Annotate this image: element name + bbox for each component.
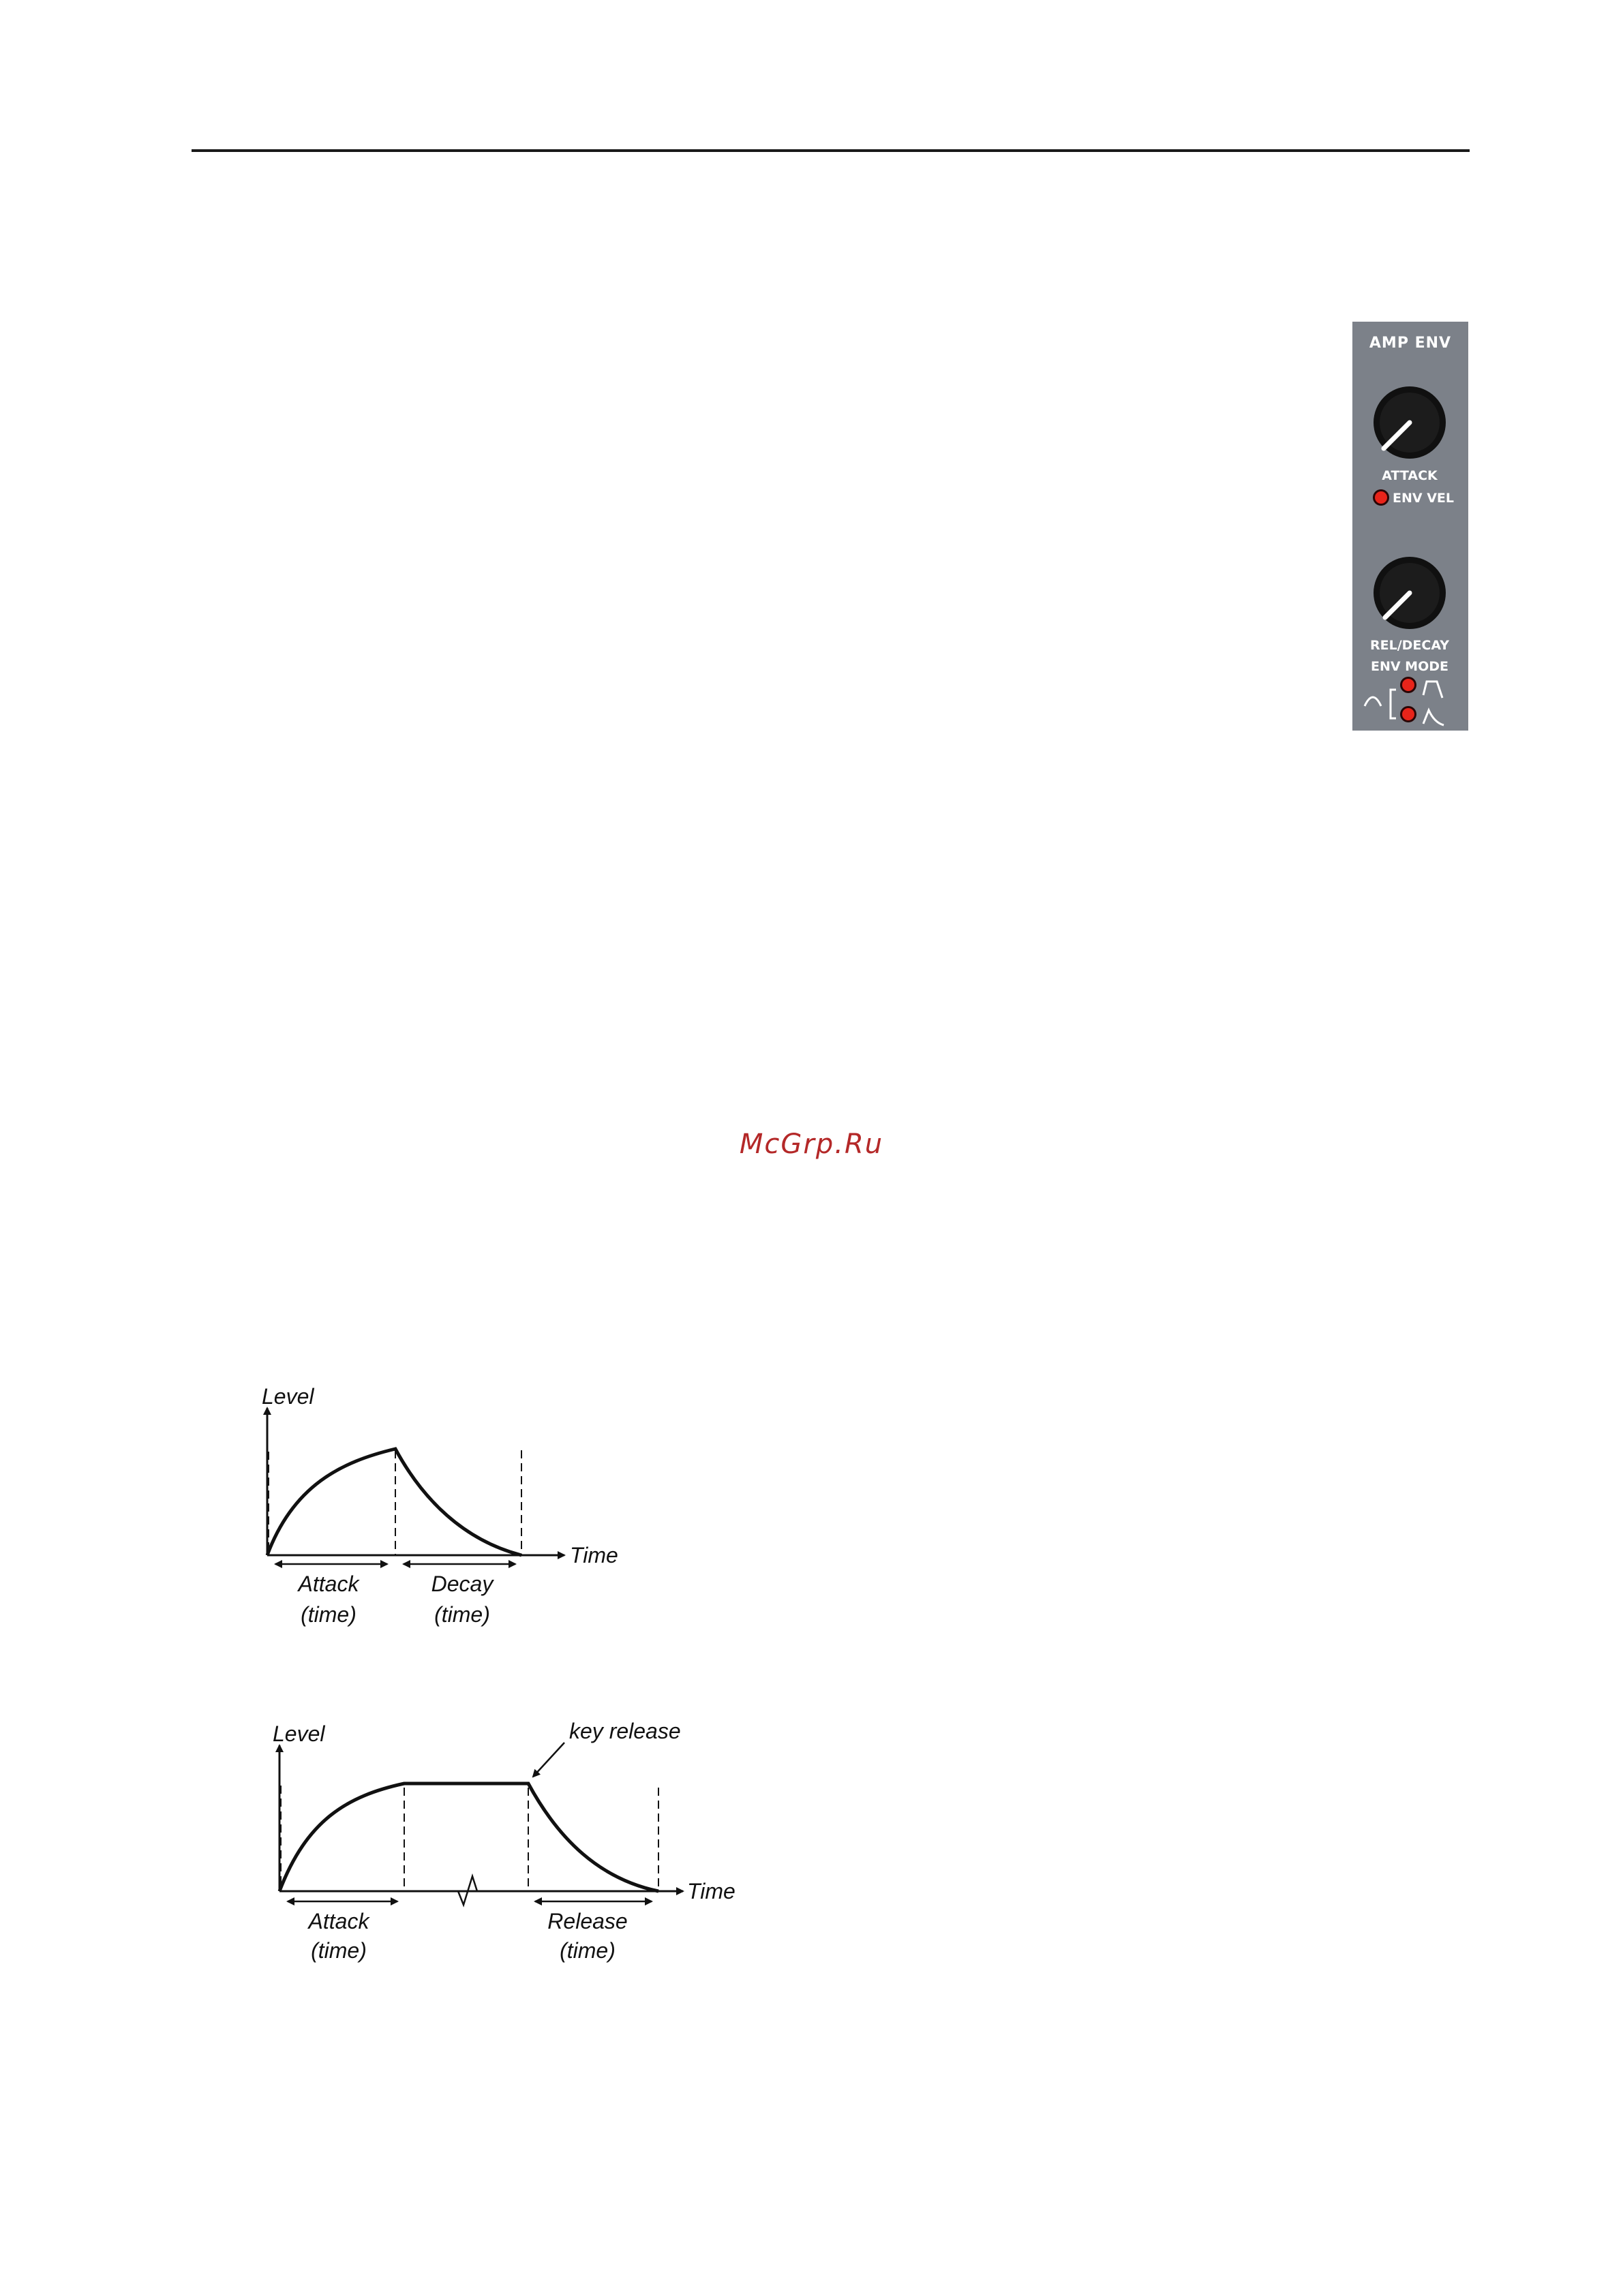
envelope-curve [267, 1449, 521, 1555]
ad-curve-icon [1423, 710, 1444, 725]
decay-time-label: (time) [434, 1602, 490, 1627]
rel-decay-knob-label: REL/DECAY [1370, 638, 1449, 653]
env-mode-led-bottom[interactable] [1400, 706, 1416, 722]
envelope-curve [279, 1784, 658, 1891]
env-mode-label: ENV MODE [1370, 659, 1449, 674]
panel-title: AMP ENV [1369, 335, 1452, 352]
attack-decay-envelope [245, 1370, 634, 1642]
decay-label: Decay [431, 1572, 494, 1596]
key-release-annotation: key release [569, 1719, 681, 1743]
rel-decay-knob[interactable] [1374, 557, 1446, 629]
key-release-pointer [533, 1743, 564, 1777]
mode-bracket-icon [1391, 690, 1396, 718]
env-vel-label: ENV VEL [1393, 491, 1454, 506]
attack-label: Attack [308, 1909, 369, 1933]
release-label: Release [547, 1909, 628, 1933]
attack-label: Attack [298, 1572, 359, 1596]
y-axis-label: Level [273, 1721, 325, 1746]
attack-time-label: (time) [301, 1602, 357, 1627]
env-mode-led-top[interactable] [1400, 677, 1416, 693]
attack-release-diagram [259, 1707, 750, 1980]
header-rule [192, 149, 1470, 152]
attack-knob[interactable] [1374, 386, 1446, 459]
env-vel-led[interactable] [1373, 489, 1389, 506]
ar-curve-icon [1365, 697, 1381, 706]
release-time-label: (time) [560, 1938, 616, 1963]
x-axis-label: Time [687, 1879, 735, 1903]
attack-decay-diagram [245, 1370, 634, 1642]
attack-knob-label: ATTACK [1382, 468, 1438, 483]
y-axis-label: Level [262, 1384, 314, 1409]
watermark: McGrp.Ru [739, 1129, 884, 1160]
time-break-icon [451, 1876, 484, 1905]
x-axis-label: Time [570, 1543, 618, 1567]
amp-env-panel-graphic [1352, 322, 1468, 731]
amp-env-panel [1352, 322, 1468, 731]
asr-curve-icon [1423, 682, 1442, 698]
attack-time-label: (time) [311, 1938, 367, 1963]
attack-release-envelope [259, 1707, 750, 1980]
